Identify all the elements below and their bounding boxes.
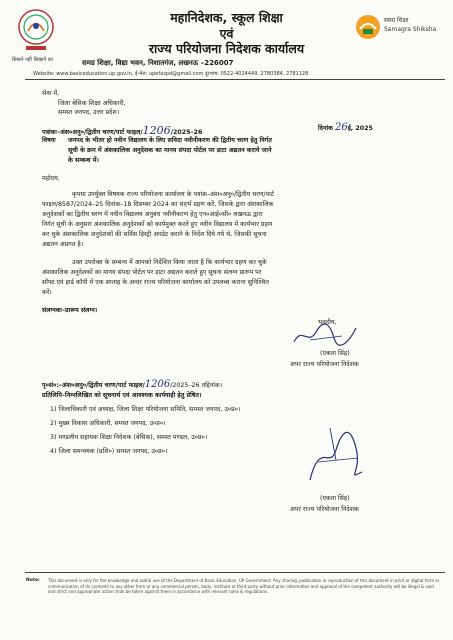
copy-item-2: 2) मुख्य विकास अधिकारी, समस्त जनपद, उ०प्र०। — [50, 420, 166, 427]
signature-1-icon — [290, 319, 360, 348]
ref-number-handwritten: 1206 — [142, 124, 171, 137]
subject-line-3: के सम्बन्ध में। — [68, 157, 99, 164]
right-logo-text-hindi: समग्र शिक्षा — [384, 17, 409, 24]
ref-prefix: पत्रांकः–अंश०अनु०/द्वितीय चरण/पार्ट फाइल/ — [42, 129, 143, 136]
signer-title-2: अपर राज्य परियोजना निदेशक — [290, 506, 359, 513]
left-tagline: सिखने नहीं सिखाने का — [12, 57, 54, 63]
signer-title-1: अपर राज्य परियोजना निदेशक — [290, 361, 359, 368]
date-suffix: ई, 2025 — [347, 125, 373, 132]
para1-line-2: फाइल/8587/2024–25 दिनांक–18 दिसम्बर 2024 का संदर्भ ग्रहण करें, जिसके द्वारा अंशकालिक — [42, 201, 274, 208]
para2-line-2: अंशकालिक अनुदेशकों का मानव संपदा पोर्टल पर डाटा अद्यतन कराते हुए सूचना संलग्न प्रारूप पर — [42, 269, 262, 276]
para2-line-4: करें। — [42, 289, 52, 296]
para1-line-5: कर चुके अंशकालिक अनुदेशकों की सर्विस हिस्ट्री अपडेट कराने के निर्देश दिये गये थे, जिसकी सूचना — [42, 231, 267, 238]
signature-2-icon — [300, 420, 370, 492]
para1-line-3: अनुदेशकों का द्वितीय चरण में नवीन विद्यालय अनुबंध नवीनीकरण हेतु एन०आई०सी० लखनऊ द्वारा — [42, 211, 263, 218]
ref-year: /2025–26 — [170, 129, 203, 136]
endorsement-reference-line — [42, 379, 222, 390]
para1-line-1: कृपया उपर्युक्त विषयक राज्य परियोजना कार्यालय के पत्रांक–अंश०अनु०/द्वितीय चरण/पार्ट — [72, 191, 274, 198]
closing: भवदीय, — [318, 319, 337, 326]
footer-note-text: This document is only for the knowledge and lawful use of the Department of Basic Education, UP Government. Any sharing, publication or reproduction of this document in print or digital form or communication of its contents to any other form or any commercial person, body, institute or third party without prior information and approval of the competent authority will be illegal & void and strict and appropriate action shall be taken against them in accordance with relevant rules & regulations. — [48, 578, 440, 594]
subject-line-2: सूची के क्रम में अंशकालिक अनुदेशक का मानव संपदा पोर्टल पर डाटा अद्यतन कराये जाने — [68, 147, 272, 154]
endorsement-ref-year: /2025–26 तद्दिनांक। — [170, 382, 223, 389]
header-line-1: महानिदेशक, स्कूल शिक्षा — [170, 10, 283, 25]
subject-label: विषयः — [42, 137, 56, 144]
recipient-line-2: समस्त जनपद, उत्तर प्रदेश। — [58, 109, 120, 116]
copy-heading: प्रतिलिपि–निम्नलिखित को सूचनार्थ एवं आवश्यक कार्यवाही हेतु प्रेषित। — [42, 392, 202, 399]
para2-line-1: उक्त उपरोक्त के सम्बन्ध में आपको निर्देशित किया जाता है कि कार्यभार ग्रहण कर चुके — [72, 259, 267, 266]
header-line-3: राज्य परियोजना निदेशक कार्यालय — [148, 41, 305, 56]
footer-note-label: Note: — [26, 578, 40, 583]
salutation: सेवा में, — [42, 90, 60, 97]
header-divider — [25, 79, 445, 80]
right-logo-text-english: Samagra Shiksha — [384, 26, 437, 33]
greeting: महोदय, — [42, 175, 60, 182]
para1-line-6: अद्यतन अप्राप्त है। — [42, 241, 84, 248]
endorsement-ref-prefix: पृ०सं०:–अंश०अनु०/द्वितीय चरण/पार्ट फाइल/ — [42, 382, 145, 389]
recipient-line-1: जिला बेसिक शिक्षा अधिकारी, — [58, 100, 126, 107]
date-label: दिनांक — [318, 125, 333, 132]
contact-line: Website: www.basiceducation.up.gov.in, ई-मेल: upefaspd@gmail.com दूरभाष: 0522-4024449, 2780384, 2781128 — [33, 71, 309, 77]
endorsement-ref-number-handwritten: 1206 — [144, 379, 171, 390]
copy-item-1: 1) जिलाधिकारी एवं अध्यक्ष, जिला शिक्षा परियोजना समिति, समस्त जनपद, उ०प्र०। — [50, 406, 241, 413]
office-address: समग्र शिक्षा, विद्या भवन, निशातगंज, लखनऊ –226007 — [82, 59, 234, 67]
copy-item-4: 4) जिला समन्वयक (प्रशि०) समस्त जनपद, उ०प्र०। — [50, 448, 168, 455]
footer-divider — [25, 572, 445, 573]
date-value-handwritten: 26 — [334, 122, 348, 133]
signer-name-2: (एकता सिंह) — [320, 495, 350, 502]
header-line-2: एवं — [219, 26, 234, 41]
para1-line-4: निर्गत सूची के अनुसार अंशकालिक अनुदेशकों को कार्यमुक्त करते हुए नवीन विद्यालय में कार्यभार ग्रहण — [42, 221, 273, 228]
para2-line-3: सॉफ्ट एवं हार्ड कॉपी में एक सप्ताह के अन्दर राज्य परियोजना कार्यालय को उपलब्ध कराना सुनिश्चित — [42, 279, 269, 286]
date-line — [318, 122, 373, 133]
copy-item-3: 3) मण्डलीय सहायक शिक्षा निदेशक (बेसिक), समस्त मण्डल, उ०प्र०। — [50, 434, 208, 441]
enclosure-note: संलग्नकः–प्रारूप संलग्न। — [42, 307, 98, 314]
reference-line — [42, 124, 202, 137]
samagra-shiksha-logo-icon — [354, 13, 382, 41]
signer-name-1: (एकता सिंह) — [320, 350, 350, 357]
subject-line-1: जनपद के भीतर हो नवीन विद्यालय के लिए सविदा नवीनीकरण की द्वितीय चरण हेतु निर्गत — [68, 137, 272, 144]
